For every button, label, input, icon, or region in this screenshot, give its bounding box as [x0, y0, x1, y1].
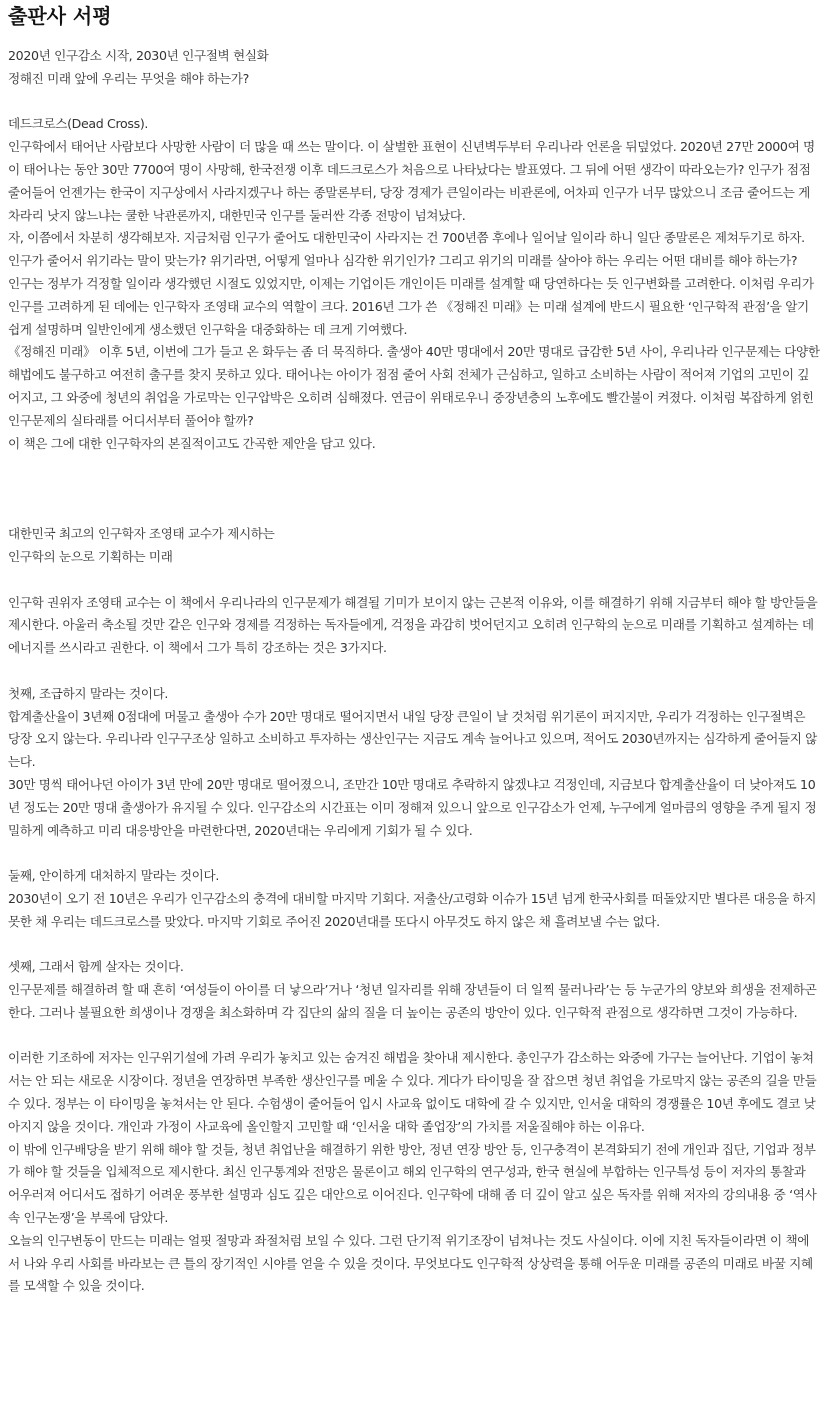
paragraph: 자, 이쯤에서 차분히 생각해보자. 지금처럼 인구가 줄어도 대한민국이 사라지는 건 700년쯤 후에나 일어날 일이라 하니 일단 종말론은 제쳐두기로 하자. 인구가 줄어서 위기라는 말이 맞는가? 위기라면, 어떻게 얼마나 심각한 위기인가? 그리고 위기의 미래를 살아야 하는 우리는 어떤 대비를 해야 하는가?	[8, 230, 805, 269]
paragraph: 인구문제를 해결하려 할 때 흔히 ‘여성들이 아이를 더 낳으라’거나 ‘청년 일자리를 위해 장년들이 더 일찍 물러나라’는 등 누군가의 양보와 희생을 전제하곤 한다. 그러나 불필요한 희생이나 경쟁을 최소화하며 각 집단의 삶의 질을 더 높이는 공존의 방안이 있다. 인구학적 관점으로 생각하면 그것이 가능하다.	[8, 982, 817, 1020]
paragraph: 이러한 기조하에 저자는 인구위기설에 가려 우리가 놓치고 있는 숨겨진 해법을 찾아내 제시한다. 총인구가 감소하는 와중에 가구는 늘어난다. 기업이 놓쳐서는 안 되는 새로운 시장이다. 정년을 연장하면 부족한 생산인구를 메울 수 있다. 게다가 타이밍을 잘 잡으면 청년 취업을 가로막지 않는 공존의 길을 만들 수 있다. 정부는 이 타이밍을 놓쳐서는 안 된다. 수험생이 줄어들어 입시 사교육 없이도 대학에 갈 수 있지만, 인서울 대학의 경쟁률은 10년 후에도 결코 낮아지지 않을 것이다. 개인과 가정이 사교육에 올인할지 고민할 때 ‘인서울 대학 졸업장’의 가치를 저울질해야 하는 이유다.	[8, 1050, 817, 1134]
section-heading: 대한민국 최고의 인구학자 조영태 교수가 제시하는	[8, 526, 275, 542]
paragraph: 오늘의 인구변동이 만드는 미래는 얼핏 절망과 좌절처럼 보일 수 있다. 그런 단기적 위기조장이 넘쳐나는 것도 사실이다. 이에 지친 독자들이라면 이 책에서 나와 우리 사회를 바라보는 큰 틀의 장기적인 시야를 얻을 수 있을 것이다. 무엇보다도 인구학적 상상력을 통해 어두운 미래를 공존의 미래로 바꿀 지혜를 모색할 수 있을 것이다.	[8, 1232, 813, 1294]
paragraph: 30만 명씩 태어나던 아이가 3년 만에 20만 명대로 떨어졌으니, 조만간 10만 명대로 추락하지 않겠냐고 걱정인데, 지금보다 합계출산율이 더 낮아져도 10년 정도는 20만 명대 출생아가 유지될 수 있다. 인구감소의 시간표는 이미 정해져 있으니 앞으로 인구감소가 언제, 누구에게 얼마큼의 영향을 주게 될지 정밀하게 예측하고 미리 대응방안을 마련한다면, 2020년대는 우리에게 기회가 될 수 있다.	[8, 776, 817, 838]
review-body	[8, 45, 820, 1298]
page-title: 출판사 서평	[8, 4, 112, 28]
paragraph-spacer	[8, 842, 820, 865]
paragraph: 이 책은 그에 대한 인구학자의 본질적이고도 간곡한 제안을 담고 있다.	[8, 435, 376, 451]
section-spacer	[8, 500, 820, 523]
paragraph-spacer	[8, 91, 820, 114]
paragraph: 첫째, 조급하지 말라는 것이다.	[8, 685, 169, 701]
paragraph: 인구는 정부가 걱정할 일이라 생각했던 시절도 있었지만, 이제는 기업이든 개인이든 미래를 설계할 때 당연하다는 듯 인구변화를 고려한다. 이처럼 우리가 인구를 고려하게 된 데에는 인구학자 조영태 교수의 역할이 크다. 2016년 그가 쓴 《정해진 미래》는 미래 설계에 반드시 필요한 ‘인구학적 관점’을 알기 쉽게 설명하며 일반인에게 생소했던 인구학을 대중화하는 데 크게 기여했다.	[8, 275, 814, 337]
paragraph: 셋째, 그래서 함께 살자는 것이다.	[8, 959, 184, 975]
section-heading: 인구학의 눈으로 기획하는 미래	[8, 548, 173, 564]
paragraph: 2020년 인구감소 시작, 2030년 인구절벽 현실화	[8, 48, 269, 63]
section-spacer	[8, 455, 820, 500]
paragraph: 《정해진 미래》 이후 5년, 이번에 그가 들고 온 화두는 좀 더 묵직하다. 출생아 40만 명대에서 20만 명대로 급감한 5년 사이, 우리나라 인구문제는 다양한 해법에도 불구하고 여전히 출구를 찾지 못하고 있다. 태어나는 아이가 점점 줄어 사회 전체가 근심하고, 일하고 소비하는 사람이 적어져 기업의 고민이 깊어지고, 그 와중에 청년의 취업을 가로막는 인구압박은 오히려 심해졌다. 연금이 위태로우니 중장년층의 노후에도 빨간불이 켜졌다. 이처럼 복잡하게 얽힌 인구문제의 실타래를 어디서부터 풀어야 할까?	[8, 344, 820, 428]
paragraph-spacer	[8, 660, 820, 683]
paragraph: 이 밖에 인구배당을 받기 위해 해야 할 것들, 청년 취업난을 해결하기 위한 방안, 정년 연장 방안 등, 인구충격이 본격화되기 전에 개인과 집단, 기업과 정부가 해야 할 것들을 입체적으로 제시한다. 최신 인구통계와 전망은 물론이고 해외 인구학의 연구성과, 한국 현실에 부합하는 인구특성 등이 저자의 통찰과 어우러져 어디서도 접하기 어려운 풍부한 설명과 심도 깊은 대안으로 이어진다. 인구학에 대해 좀 더 깊이 알고 싶은 독자를 위해 저자의 강의내용 중 ‘역사 속 인구논쟁’을 부록에 담았다.	[8, 1141, 817, 1226]
paragraph: 둘째, 안이하게 대처하지 말라는 것이다.	[8, 868, 219, 884]
paragraph: 합계출산율이 3년째 0점대에 머물고 출생아 수가 20만 명대로 떨어지면서 내일 당장 큰일이 날 것처럼 위기론이 퍼지지만, 우리가 걱정하는 인구절벽은 당장 오지 않는다. 우리나라 인구구조상 일하고 소비하고 투자하는 생산인구는 지금도 계속 늘어나고 있으며, 적어도 2030년까지는 심각하게 줄어들지 않는다.	[8, 708, 817, 770]
paragraph-spacer	[8, 1025, 820, 1048]
paragraph: 인구학 권위자 조영태 교수는 이 책에서 우리나라의 인구문제가 해결될 기미가 보이지 않는 근본적 이유와, 이를 해결하기 위해 지금부터 해야 할 방안들을 제시한다. 아울러 축소될 것만 같은 인구와 경제를 걱정하는 독자들에게, 걱정을 과감히 벗어던지고 오히려 인구학의 눈으로 미래를 기획하고 설계하는 데 에너지를 쓰시라고 권한다. 이 책에서 그가 특히 강조하는 것은 3가지다.	[8, 594, 818, 656]
paragraph: 인구학에서 태어난 사람보다 사망한 사람이 더 많을 때 쓰는 말이다. 이 살벌한 표현이 신년벽두부터 우리나라 언론을 뒤덮었다. 2020년 27만 2000여 명이 태어나는 동안 30만 7700여 명이 사망해, 한국전쟁 이후 데드크로스가 처음으로 나타났다는 발표였다. 그 뒤에 어떤 생각이 따라오는가? 인구가 점점 줄어들어 언젠가는 한국이 지구상에서 사라지겠구나 하는 종말론부터, 당장 경제가 큰일이라는 비관론에, 어차피 인구가 너무 많았으니 조금 줄어드는 게 차라리 낫지 않느냐는 쿨한 낙관론까지, 대한민국 인구를 둘러싼 각종 전망이 넘쳐났다.	[8, 139, 815, 223]
paragraph: 데드크로스(Dead Cross).	[8, 116, 149, 132]
paragraph-spacer	[8, 569, 820, 592]
paragraph: 2030년이 오기 전 10년은 우리가 인구감소의 충격에 대비할 마지막 기회다. 저출산/고령화 이슈가 15년 넘게 한국사회를 떠돌았지만 별다른 대응을 하지 못한 채 우리는 데드크로스를 맞았다. 마지막 기회로 주어진 2020년대를 또다시 아무것도 하지 않은 채 흘려보낼 수는 없다.	[8, 890, 817, 929]
paragraph-spacer	[8, 933, 820, 956]
paragraph: 정해진 미래 앞에 우리는 무엇을 해야 하는가?	[8, 70, 249, 86]
